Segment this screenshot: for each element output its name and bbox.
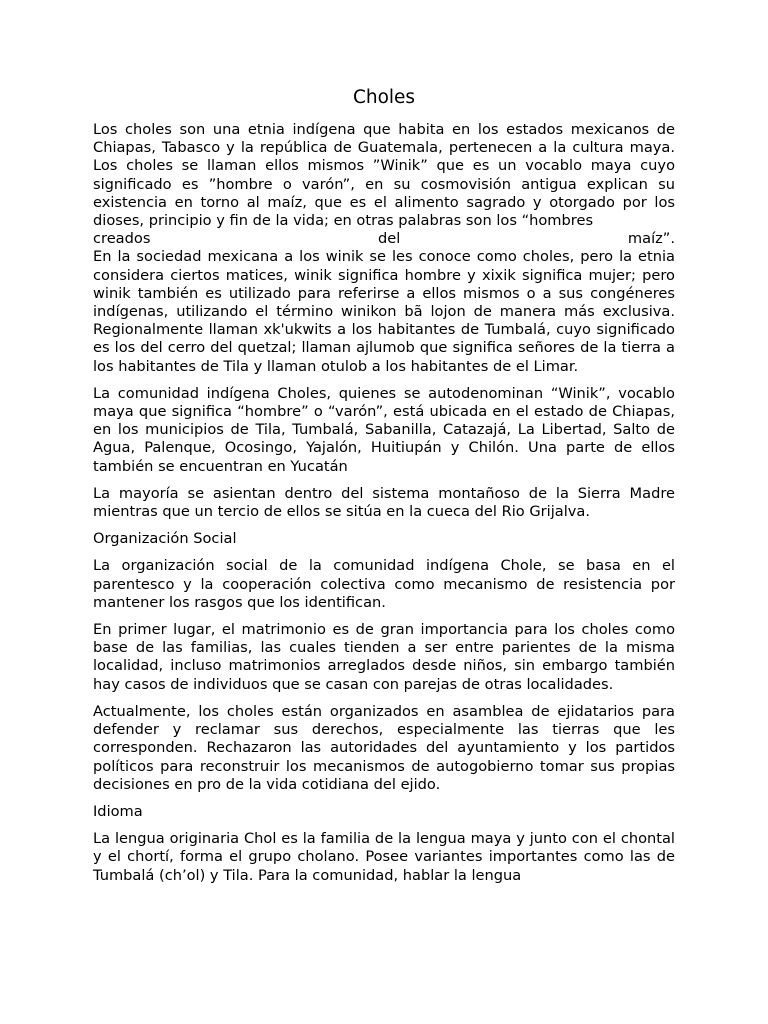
paragraph-names: En la sociedad mexicana a los winik se les conoce como choles, pero la etnia considera ciertos matices, winik significa hombre y xixik significa mujer; pero winik también es utilizado para referirse a ellos mismos o a sus congéneres indígenas, utilizando el término winikon bã lojon de manera más exclusiva. Regionalmente llaman xk'ukwits a los habitantes de Tumbalá, cuyo significado es los del cerro del quetzal; llaman ajlumob que significa señores de la tierra a los habitantes de Tila y llaman otulob a los habitantes de el Limar. — [93, 248, 675, 375]
document-title: Choles — [352, 87, 416, 108]
paragraph-assembly: Actualmente, los choles están organizados en asamblea de ejidatarios para defender y reclamar sus derechos, especialmente las tierras que les corresponden. Rechazaron las autoridades del ayuntamiento y los partidos políticos para reconstruir los mecanismos de autogobierno tomar sus propias decisiones en pro de la vida cotidiana del ejido. — [93, 702, 675, 793]
paragraph-location: La comunidad indígena Choles, quienes se autodenominan “Winik”, vocablo maya que significa “hombre” o “varón”, está ubicada en el estado de Chiapas, en los municipios de Tila, Tumbalá, Sabanilla, Catazajá, La Libertad, Salto de Agua, Palenque, Ocosingo, Yajalón, Huitiupán y Chilón. Una parte de ellos también se encuentran en Yucatán — [93, 384, 675, 475]
paragraph-marriage: En primer lugar, el matrimonio es de gran importancia para los choles como base de las familias, las cuales tienden a ser entre parientes de la misma localidad, incluso matrimonios arreglados desde niños, sin embargo también hay casos de individuos que se casan con parejas de otras localidades. — [93, 621, 675, 693]
section-heading-language: Idioma — [93, 802, 143, 820]
paragraph-language: La lengua originaria Chol es la familia de la lengua maya y junto con el chontal y el chortí, forma el grupo cholano. Posee variantes importantes como las de Tumbalá (ch’ol) y Tila. Para la comunidad, hablar la lengua — [93, 830, 675, 884]
document-page — [93, 86, 675, 894]
paragraph-intro-part-b: creados del maíz”. — [93, 230, 675, 248]
paragraph-social-basis: La organización social de la comunidad indígena Chole, se basa en el parentesco y la cooperación colectiva como mecanismo de resistencia por mantener los rasgos que los identifican. — [93, 557, 675, 611]
section-heading-social-organization: Organización Social — [93, 530, 237, 548]
paragraph-intro — [93, 121, 675, 248]
paragraph-intro-part-a: Los choles son una etnia indígena que habita en los estados mexicanos de Chiapas, Tabasco y la república de Guatemala, pertenecen a la cultura maya. Los choles se llaman ellos mismos ”Winik” que es un vocablo maya cuyo significado es ”hombre o varón”, en su cosmovisión antigua explican su existencia en torno al maíz, que es el alimento sagrado y otorgado por los dioses, principio y fin de la vida; en otras palabras son los “hombres — [93, 121, 675, 230]
paragraph-geography: La mayoría se asientan dentro del sistema montañoso de la Sierra Madre mientras que un tercio de ellos se sitúa en la cueca del Rio Grijalva. — [93, 484, 675, 521]
